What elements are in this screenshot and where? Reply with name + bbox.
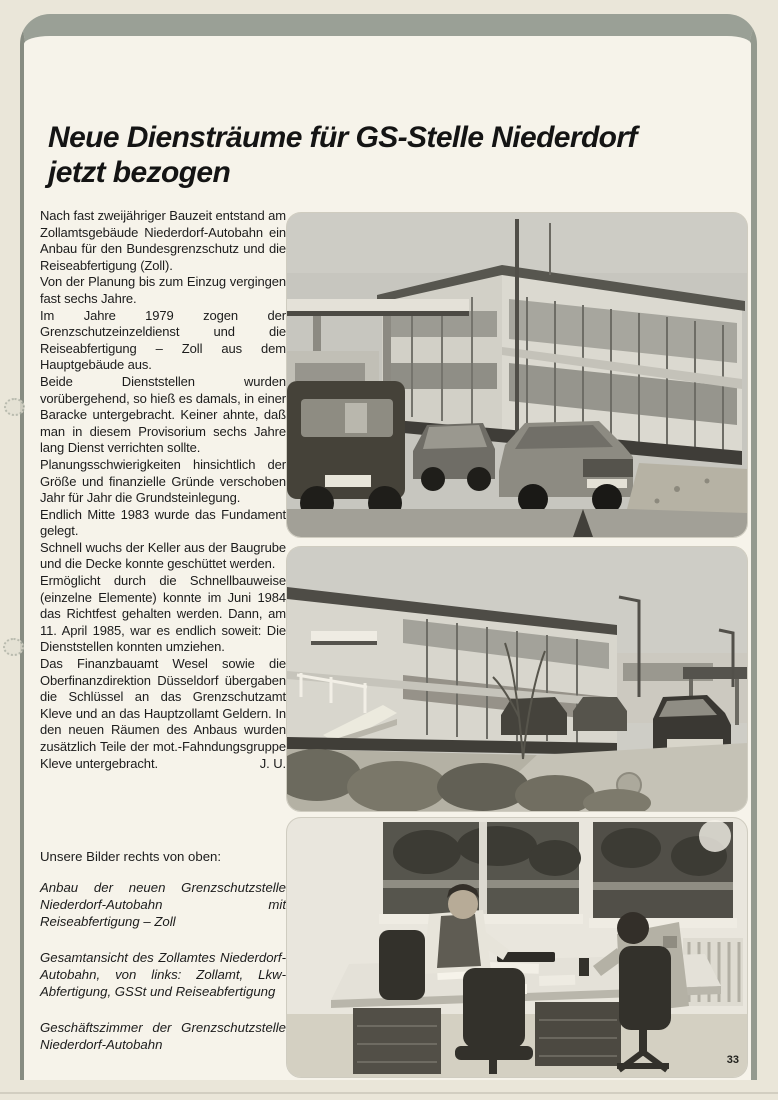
- photo-gesamtansicht-zollamt: [287, 547, 747, 811]
- sand-area: [627, 463, 747, 513]
- photo-3-illustration: [287, 818, 747, 1077]
- paragraph: Im Jahre 1979 zogen der Grenzschutzeinzeldienst und die Reiseabfertigung – Zoll aus dem Hauptgebäude aus.: [40, 307, 286, 373]
- paragraph: Schnell wuchs der Keller aus der Baugrube und die Decke konnte geschüttet werden.: [40, 539, 286, 572]
- page-content: [24, 36, 751, 1080]
- photo-anbau-grenzschutzstelle: [287, 213, 747, 537]
- road: [287, 509, 747, 537]
- paragraph: Von der Planung bis zum Einzug vergingen fast sechs Jahre.: [40, 274, 286, 306]
- photo-2-illustration: [287, 547, 747, 811]
- captions-intro: Unsere Bilder rechts von oben:: [40, 849, 222, 864]
- photo-captions: [40, 848, 286, 1072]
- article-title: [48, 120, 748, 190]
- article-body: [40, 208, 286, 772]
- paragraph: Planungsschwierigkeiten hinsichtlich der Größe und finanzielle Gründe verschoben Jahr für Jahr die Grundsteinlegung.: [40, 456, 286, 506]
- paragraph: Endlich Mitte 1983 wurde das Fundament gelegt.: [40, 506, 286, 539]
- office-windows: [379, 820, 737, 928]
- page-number: 33: [726, 1054, 739, 1066]
- antenna: [549, 223, 551, 275]
- caption-photo-2: Gesamtansicht des Zollamtes Niederdorf-Autobahn, von links: Zollamt, Lkw-Abfertigung, GSSt und Reiseabfertigung: [40, 950, 286, 999]
- author-initials: J. U.: [259, 755, 286, 771]
- photo-geschaeftszimmer: [287, 818, 747, 1077]
- paragraph: Nach fast zweijähriger Bauzeit entstand am Zollamtsgebäude Niederdorf-Autobahn ein Anbau für den Bundesgrenzschutz und die Reiseabfertigung (Zoll).: [40, 208, 286, 273]
- caption-photo-1: Anbau der neuen Grenzschutzstelle Niederdorf-Autobahn mit Reiseabfertigung – Zoll: [40, 880, 286, 929]
- caption-photo-3: Geschäftszimmer der Grenzschutzstelle Niederdorf-Autobahn: [40, 1020, 286, 1052]
- print-artifact-blot: [3, 638, 24, 656]
- photo-1-illustration: [287, 213, 747, 537]
- paragraph: Ermöglicht durch die Schnellbauweise (einzelne Elemente) konnte im Juni 1984 das Richtfest gehalten werden. Dann, am 11. April 1985, war es endlich soweit: Die Dienststellen konnten umziehen.: [40, 573, 286, 655]
- flagpole: [515, 219, 519, 435]
- print-artifact-blot: [4, 398, 25, 416]
- paragraph-text: Das Finanzbauamt Wesel sowie die Oberfinanzdirektion Düsseldorf übergaben die Schlüssel an das Grenzschutzamt Kleve und an das Hauptzollamt Geldern. In den neuen Räumen des Anbaus wurden zusätzlich Teile der mot.-Fahndungsgruppe Kleve untergebracht.: [40, 656, 286, 771]
- scan-edge-line: [0, 1092, 778, 1094]
- paragraph: Beide Dienststellen wurden vorübergehend, so hieß es damals, in einer Baracke untergebracht. Keiner ahnte, daß man in diesem Provisorium sechs Jahre lang Dienst verrichten sollte.: [40, 373, 286, 456]
- paragraph-with-signature: [40, 656, 286, 772]
- title-line-2: jetzt bezogen: [48, 156, 231, 189]
- title-line-1: Neue Diensträume für GS-Stelle Niederdorf: [48, 121, 637, 154]
